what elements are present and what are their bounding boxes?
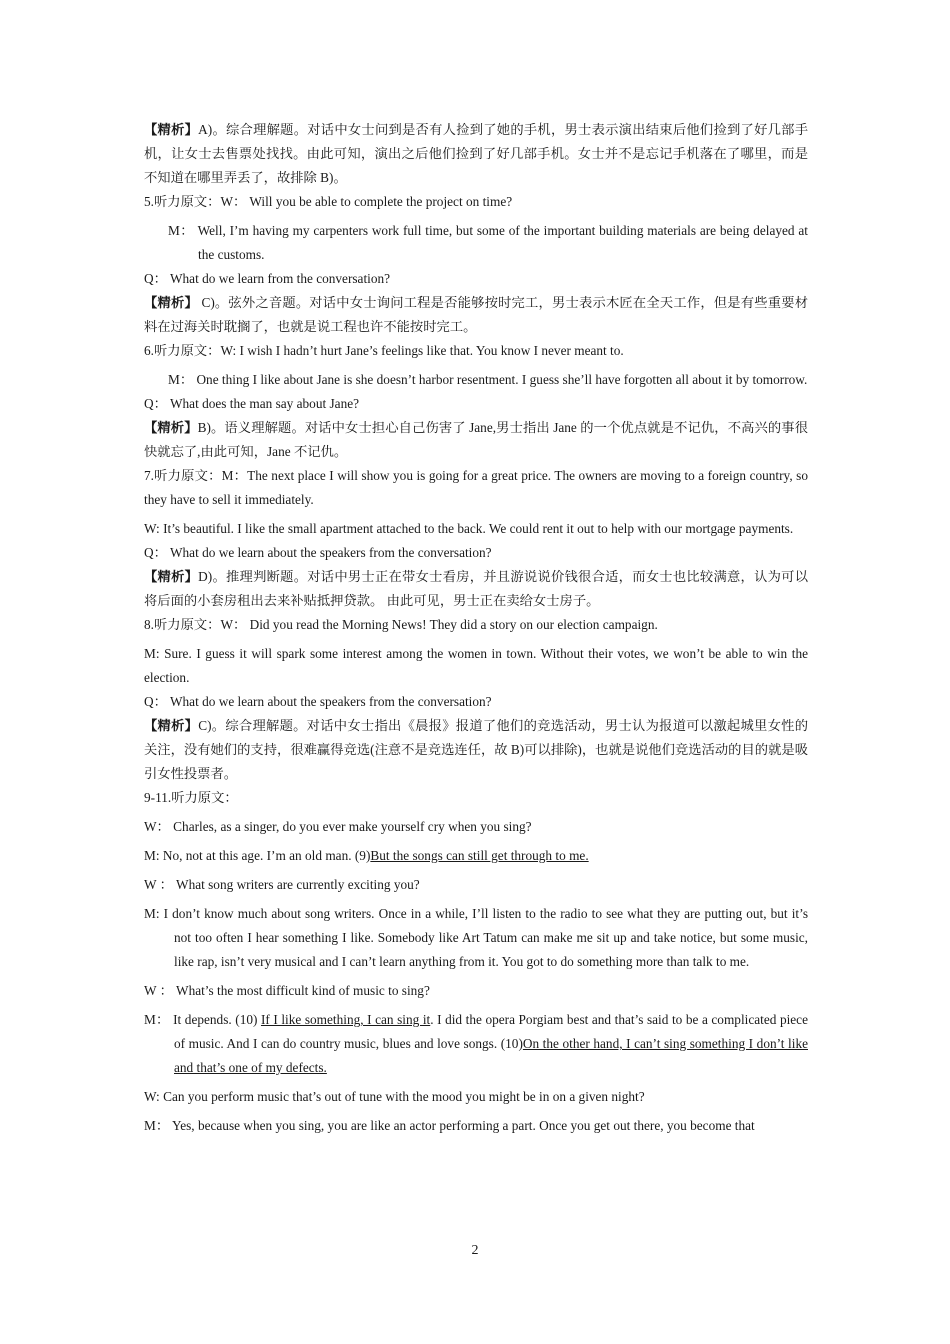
- text-line: 6.听力原文：W: I wish I hadn’t hurt Jane’s feelings like that. You know I never meant to.: [144, 343, 624, 358]
- analysis-label: 【精析】: [144, 122, 199, 137]
- underlined-answer: On the other hand, I can’t sing something I don’t like and that’s one of my defects.: [174, 1036, 808, 1075]
- text-line: 7.听力原文：M：The next place I will show you is going for a great price. The owners are moving to a foreign country, so they have to sell it immediately.: [144, 468, 808, 507]
- underlined-answer: If I like something, I can sing it: [260, 1012, 431, 1027]
- text-line: 5.听力原文：W： Will you be able to complete the project on time?: [144, 194, 513, 209]
- text-line: Q： What do we learn about the speakers from the conversation?: [144, 694, 492, 709]
- text-line: W: It’s beautiful. I like the small apartment attached to the back. We could rent it out to help with our mortgage payments.: [144, 521, 794, 536]
- text-line: Q： What does the man say about Jane?: [144, 396, 360, 411]
- analysis-text: C)。综合理解题。对话中女士指出《晨报》报道了他们的竞选活动，男士认为报道可以激起城里女性的关注，没有她们的支持，很难赢得竞选(注意不是竞选连任，故 B)可以排除)，也就是说他们竞选活动的目的就是吸引女性投票者。: [144, 718, 809, 781]
- text-line: W ： What song writers are currently exciting you?: [144, 877, 420, 892]
- text-line: M： Yes, because when you sing, you are like an actor performing a part. Once you get out there, you become that: [144, 1118, 755, 1133]
- analysis-label: 【精析】: [144, 718, 199, 733]
- analysis-paragraph: [144, 565, 808, 613]
- text-run: M： It depends. (10): [144, 1012, 261, 1027]
- analysis-paragraph: [144, 118, 808, 190]
- text-line: W： Charles, as a singer, do you ever make yourself cry when you sing?: [144, 819, 532, 834]
- analysis-paragraph: [144, 714, 808, 786]
- underlined-answer: But the songs can still get through to me.: [370, 848, 589, 863]
- analysis-label: 【精析】: [144, 295, 198, 310]
- analysis-label: 【精析】: [144, 420, 198, 435]
- analysis-label: 【精析】: [144, 569, 199, 584]
- text-run: M: No, not at this age. I’m an old man. (9): [144, 848, 371, 863]
- text-line: Q： What do we learn about the speakers from the conversation?: [144, 545, 492, 560]
- analysis-paragraph: [144, 291, 808, 339]
- text-line: W ： What’s the most difficult kind of music to sing?: [144, 983, 430, 998]
- analysis-text: C)。弦外之音题。对话中女士询问工程是否能够按时完工，男士表示木匠在全天工作，但是有些重要材料在过海关时耽搁了，也就是说工程也许不能按时完工。: [144, 295, 808, 334]
- dialogue-line: M： Well, I’m having my carpenters work full time, but some of the important building materials are being delayed at the customs.: [168, 223, 808, 262]
- text-line: 8.听力原文：W： Did you read the Morning News! They did a story on our election campaign.: [144, 617, 658, 632]
- dialogue-line: M: I don’t know much about song writers. Once in a while, I’ll listen to the radio to see what they are putting out, but it’s not too often I hear something I like. Somebody like Art Tatum can make me sit up and take notice, but some music, like rap, isn’t very musical and I can’t learn anything from it. You got to do something more than talk to me.: [144, 906, 808, 969]
- dialogue-line: [144, 1008, 808, 1080]
- page-content: [144, 118, 808, 1138]
- analysis-text: A)。综合理解题。对话中女士问到是否有人捡到了她的手机，男士表示演出结束后他们捡到了好几部手机，让女士去售票处找找。由此可知，演出之后他们捡到了好几部手机。女士并不是忘记手机落在了哪里，而是不知道在哪里弄丢了，故排除 B)。: [144, 122, 809, 185]
- analysis-paragraph: [144, 416, 808, 464]
- text-line: 9-11.听力原文：: [144, 790, 238, 805]
- dialogue-line: M： One thing I like about Jane is she doesn’t harbor resentment. I guess she’ll have forgotten all about it by tomorrow.: [168, 372, 808, 387]
- dialogue-line: [144, 844, 808, 868]
- analysis-text: D)。推理判断题。对话中男士正在带女士看房，并且游说说价钱很合适，而女士也比较满意，认为可以将后面的小套房租出去来补贴抵押贷款。 由此可见，男士正在卖给女士房子。: [144, 569, 809, 608]
- page-number: 2: [471, 1243, 479, 1258]
- analysis-text: B)。语义理解题。对话中女士担心自己伤害了 Jane,男士指出 Jane 的一个优点就是不记仇，不高兴的事很快就忘了,由此可知，Jane 不记仇。: [144, 420, 809, 459]
- text-line: M: Sure. I guess it will spark some interest among the women in town. Without their votes, we won’t be able to win the election.: [144, 646, 808, 685]
- text-line: Q： What do we learn from the conversation?: [144, 271, 391, 286]
- text-line: W: Can you perform music that’s out of tune with the mood you might be in on a given night?: [144, 1089, 645, 1104]
- text-run: . I did the opera Porgiam best and that’s said to be a complicated piece of music. And I can do country music, blues and love songs. (10): [174, 1012, 808, 1051]
